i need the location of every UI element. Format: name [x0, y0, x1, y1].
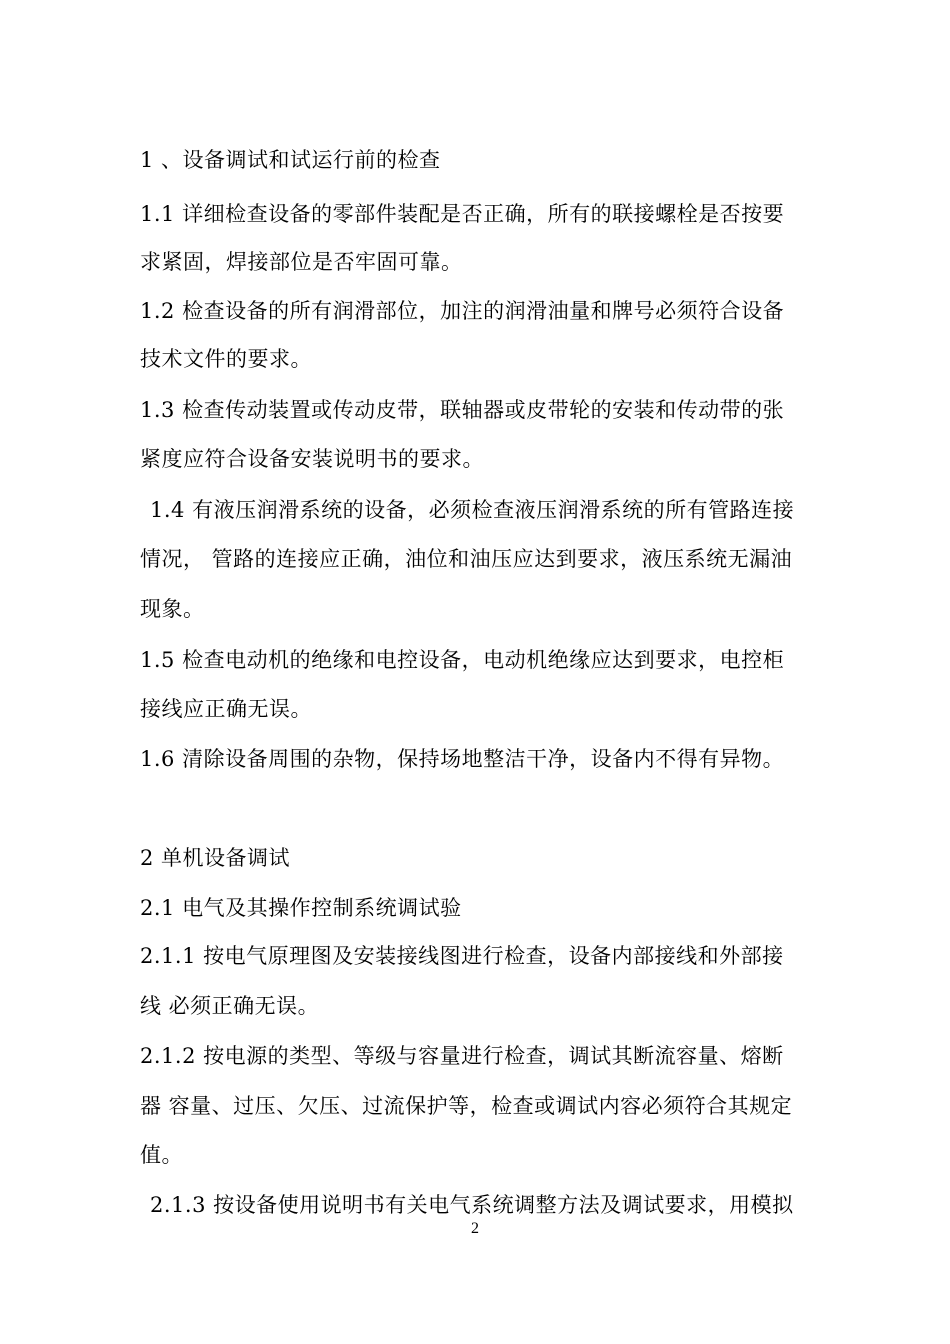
paragraph-line: 求紧固，焊接部位是否牢固可靠。 [140, 250, 463, 274]
section-heading-2: 2 单机设备调试 [140, 846, 291, 870]
paragraph-line: 2.1.3 按设备使用说明书有关电气系统调整方法及调试要求，用模拟 [150, 1193, 794, 1217]
paragraph-line: 线 必须正确无误。 [140, 994, 320, 1018]
paragraph-line: 2.1.1 按电气原理图及安装接线图进行检查，设备内部接线和外部接 [140, 944, 784, 968]
paragraph-line: 2.1.2 按电源的类型、等级与容量进行检查，调试其断流容量、熔断 [140, 1044, 784, 1068]
paragraph-line: 技术文件的要求。 [140, 347, 312, 371]
paragraph-line: 1.5 检查电动机的绝缘和电控设备，电动机绝缘应达到要求，电控柜 [140, 648, 785, 672]
paragraph-line: 情况， 管路的连接应正确，油位和油压应达到要求，液压系统无漏油 [140, 547, 793, 571]
paragraph-line: 1.4 有液压润滑系统的设备，必须检查液压润滑系统的所有管路连接 [150, 498, 795, 522]
paragraph-line: 1.3 检查传动装置或传动皮带，联轴器或皮带轮的安装和传动带的张 [140, 398, 785, 422]
paragraph-line: 现象。 [140, 597, 205, 621]
page-number: 2 [471, 1220, 479, 1237]
paragraph-line: 接线应正确无误。 [140, 697, 312, 721]
paragraph-line: 1.6 清除设备周围的杂物，保持场地整洁干净，设备内不得有异物。 [140, 747, 785, 771]
section-heading-1: 1 、设备调试和试运行前的检查 [140, 148, 441, 172]
paragraph-line: 紧度应符合设备安装说明书的要求。 [140, 447, 484, 471]
paragraph-line: 值。 [140, 1143, 183, 1167]
paragraph-line: 1.1 详细检查设备的零部件装配是否正确，所有的联接螺栓是否按要 [140, 202, 785, 226]
subsection-heading: 2.1 电气及其操作控制系统调试验 [140, 896, 462, 920]
paragraph-line: 器 容量、过压、欠压、过流保护等，检查或调试内容必须符合其规定 [140, 1094, 793, 1118]
paragraph-line: 1.2 检查设备的所有润滑部位，加注的润滑油量和牌号必须符合设备 [140, 299, 785, 323]
